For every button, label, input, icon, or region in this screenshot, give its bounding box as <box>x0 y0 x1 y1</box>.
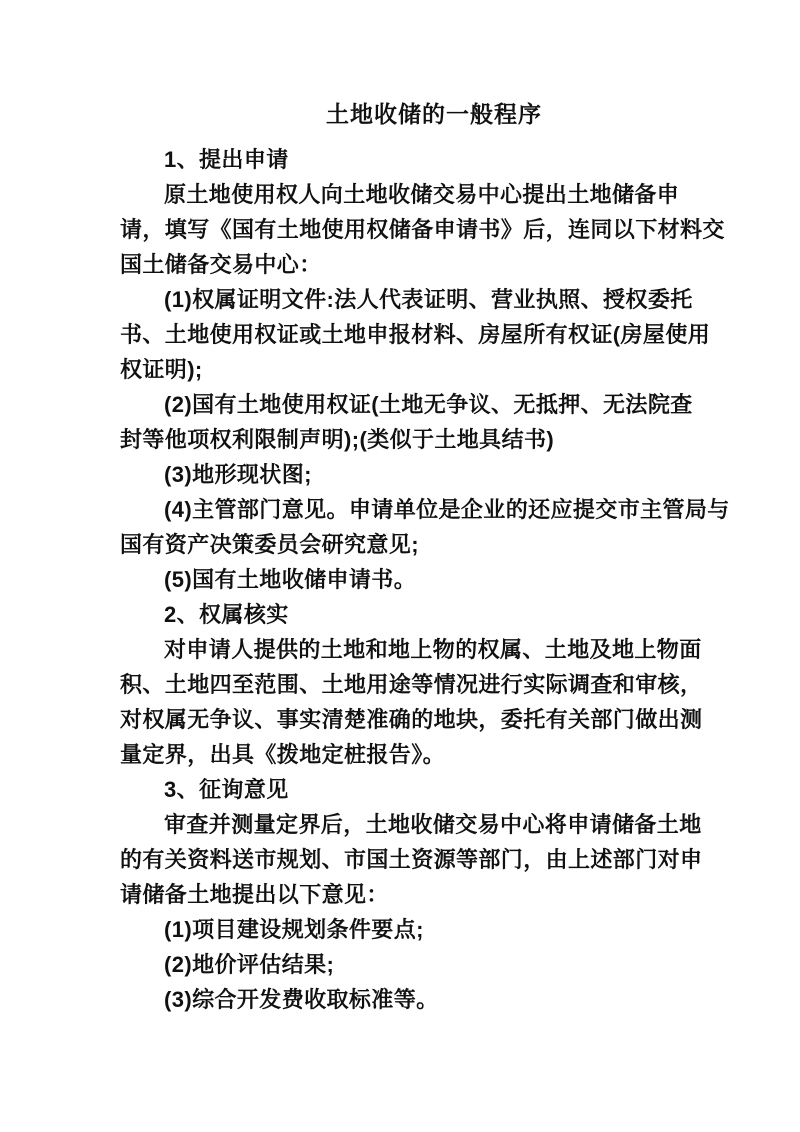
text-line: 量定界，出具《拨地定桩报告》。 <box>120 742 446 767</box>
text-line: 的有关资料送市规划、市国土资源等部门，由上述部门对申 <box>120 847 703 872</box>
text-line: (1)项目建设规划条件要点; <box>164 917 424 942</box>
text-line: 封等他项权利限制声明);(类似于土地具结书) <box>120 427 555 452</box>
paragraph <box>120 632 703 772</box>
text-line: (2)国有土地使用权证(土地无争议、无抵押、无法院查 <box>164 392 693 417</box>
paragraph <box>120 597 692 632</box>
document-title: 土地收储的一般程序 <box>326 101 542 127</box>
paragraph <box>120 492 730 562</box>
text-line: 原土地使用权人向土地收储交易中心提出土地储备申 <box>164 182 680 207</box>
document-content <box>120 96 730 1017</box>
text-line: (3)地形现状图; <box>164 462 312 487</box>
text-line: (4)主管部门意见。申请单位是企业的还应提交市主管局与 <box>164 497 730 522</box>
text-line: 对申请人提供的土地和地上物的权属、土地及地上物面 <box>164 637 702 662</box>
paragraph <box>120 282 711 387</box>
text-line: 书、土地使用权证或土地申报材料、房屋所有权证(房屋使用 <box>120 322 711 347</box>
text-line: (1)权属证明文件:法人代表证明、营业执照、授权委托 <box>164 287 693 312</box>
text-line: 权证明); <box>120 357 203 382</box>
text-line: 1、提出申请 <box>164 147 289 172</box>
paragraph <box>120 912 692 947</box>
paragraph <box>120 142 692 177</box>
text-line: 2、权属核实 <box>164 602 289 627</box>
text-line: (5)国有土地收储申请书。 <box>164 567 417 592</box>
text-line: 审查并测量定界后，土地收储交易中心将申请储备土地 <box>164 812 702 837</box>
text-line: (3)综合开发费收取标准等。 <box>164 987 439 1012</box>
text-line: 国有资产决策委员会研究意见; <box>120 532 419 557</box>
paragraph <box>120 772 692 807</box>
text-line: (2)地价评估结果; <box>164 952 335 977</box>
text-line: 对权属无争议、事实清楚准确的地块，委托有关部门做出测 <box>120 707 703 732</box>
paragraph <box>120 387 692 457</box>
text-line: 3、征询意见 <box>164 777 289 802</box>
paragraph <box>120 177 725 282</box>
paragraph-list <box>120 142 730 1017</box>
paragraph <box>120 947 692 982</box>
text-line: 国土储备交易中心： <box>120 252 322 277</box>
text-line: 积、土地四至范围、土地用途等情况进行实际调查和审核， <box>120 672 703 697</box>
paragraph <box>120 457 692 492</box>
paragraph <box>120 562 692 597</box>
paragraph <box>120 807 703 912</box>
text-line: 请，填写《国有土地使用权储备申请书》后，连同以下材料交 <box>120 217 725 242</box>
text-line: 请储备土地提出以下意见： <box>120 882 389 907</box>
paragraph <box>120 982 692 1017</box>
